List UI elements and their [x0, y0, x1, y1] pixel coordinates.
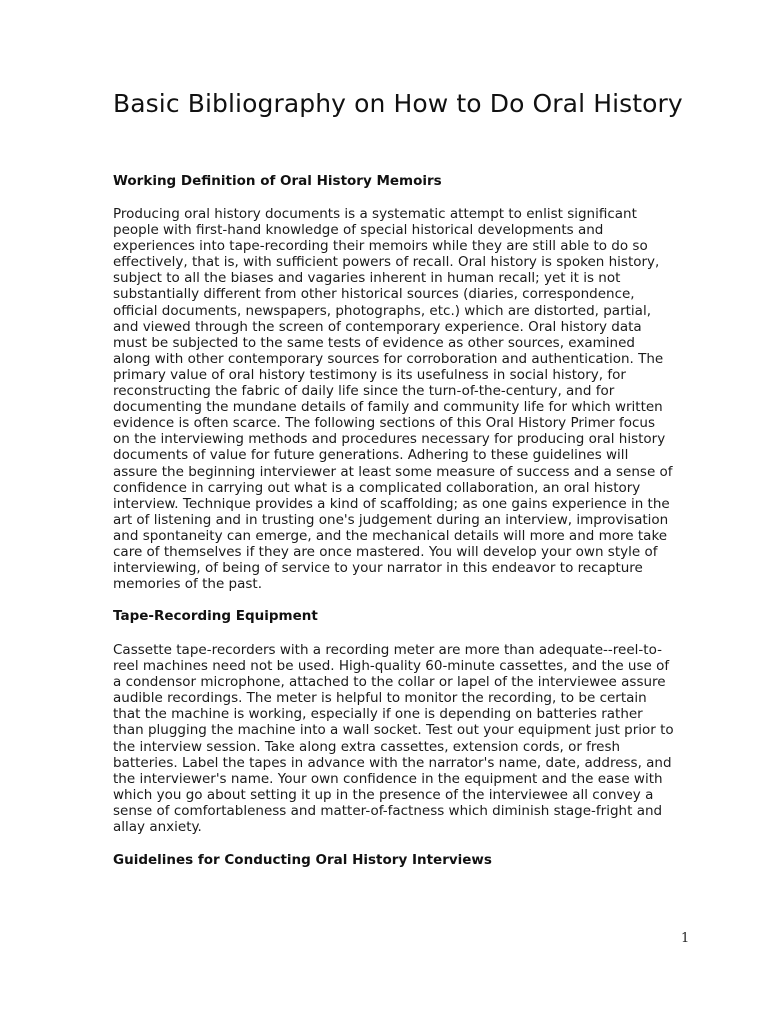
paragraph-line: the interviewer's name. Your own confidence in the equipment and the ease with — [113, 770, 663, 787]
paragraph-line: must be subjected to the same tests of evidence as other sources, examined — [113, 334, 635, 351]
paragraph-line: interview. Technique provides a kind of scaffolding; as one gains experience in the — [113, 495, 670, 512]
paragraph-line: effectively, that is, with sufficient powers of recall. Oral history is spoken history, — [113, 254, 660, 271]
paragraph-line: documents of value for future generations. Adhering to these guidelines will — [113, 447, 629, 464]
section-heading-tape-recording-equipment: Tape-Recording Equipment — [113, 608, 318, 624]
paragraph-line: than plugging the machine into a wall socket. Test out your equipment just prior to — [113, 722, 674, 739]
document-title: Basic Bibliography on How to Do Oral History — [113, 89, 683, 118]
paragraph-line: evidence is often scarce. The following sections of this Oral History Primer focus — [113, 415, 655, 432]
paragraph-line: art of listening and in trusting one's judgement during an interview, improvisation — [113, 511, 669, 528]
section-heading-guidelines: Guidelines for Conducting Oral History Interviews — [113, 852, 492, 868]
paragraph-line: memories of the past. — [113, 576, 263, 593]
paragraph-line: documenting the mundane details of family and community life for which written — [113, 399, 663, 416]
paragraph-line: assure the beginning interviewer at least some measure of success and a sense of — [113, 463, 673, 480]
section-heading-working-definition: Working Definition of Oral History Memoirs — [113, 173, 442, 189]
paragraph-line: which you go about setting it up in the presence of the interviewee all convey a — [113, 786, 654, 803]
paragraph-line: the interview session. Take along extra cassettes, extension cords, or fresh — [113, 738, 621, 755]
paragraph-line: allay anxiety. — [113, 819, 202, 836]
paragraph-line: and spontaneity can emerge, and the mechanical details will more and more take — [113, 527, 668, 544]
paragraph-line: subject to all the biases and vagaries inherent in human recall; yet it is not — [113, 270, 621, 287]
paragraph-line: people with first-hand knowledge of special historical developments and — [113, 222, 604, 239]
paragraph-line: official documents, newspapers, photographs, etc.) which are distorted, partial, — [113, 302, 651, 319]
paragraph-line: on the interviewing methods and procedures necessary for producing oral history — [113, 431, 666, 448]
paragraph-line: confidence in carrying out what is a complicated collaboration, an oral history — [113, 479, 641, 496]
paragraph-working-definition — [113, 206, 693, 592]
paragraph-line: reel machines need not be used. High-quality 60-minute cassettes, and the use of — [113, 658, 670, 675]
paragraph-line: Producing oral history documents is a systematic attempt to enlist significant — [113, 206, 637, 222]
paragraph-line: Cassette tape-recorders with a recording meter are more than adequate--reel-to- — [113, 642, 662, 658]
paragraph-line: that the machine is working, especially if one is depending on batteries rather — [113, 706, 643, 723]
paragraph-line: interviewing, of being of service to your narrator in this endeavor to recapture — [113, 560, 643, 577]
paragraph-line: and viewed through the screen of contemporary experience. Oral history data — [113, 318, 642, 335]
paragraph-line: a condensor microphone, attached to the collar or lapel of the interviewee assure — [113, 674, 666, 691]
paragraph-line: primary value of oral history testimony is its usefulness in social history, for — [113, 366, 626, 383]
paragraph-line: substantially different from other historical sources (diaries, correspondence, — [113, 286, 635, 303]
paragraph-line: audible recordings. The meter is helpful to monitor the recording, to be certain — [113, 690, 647, 707]
paragraph-line: experiences into tape-recording their memoirs while they are still able to do so — [113, 238, 648, 255]
paragraph-line: sense of comfortableness and matter-of-factness which diminish stage-fright and — [113, 802, 663, 819]
paragraph-line: care of themselves if they are once mastered. You will develop your own style of — [113, 543, 658, 560]
page-number: 1 — [681, 931, 690, 946]
paragraph-line: along with other contemporary sources for corroboration and authentication. The — [113, 350, 664, 367]
paragraph-line: reconstructing the fabric of daily life since the turn-of-the-century, and for — [113, 383, 615, 400]
paragraph-tape-recording-equipment — [113, 642, 693, 835]
paragraph-line: batteries. Label the tapes in advance with the narrator's name, date, address, and — [113, 754, 672, 771]
